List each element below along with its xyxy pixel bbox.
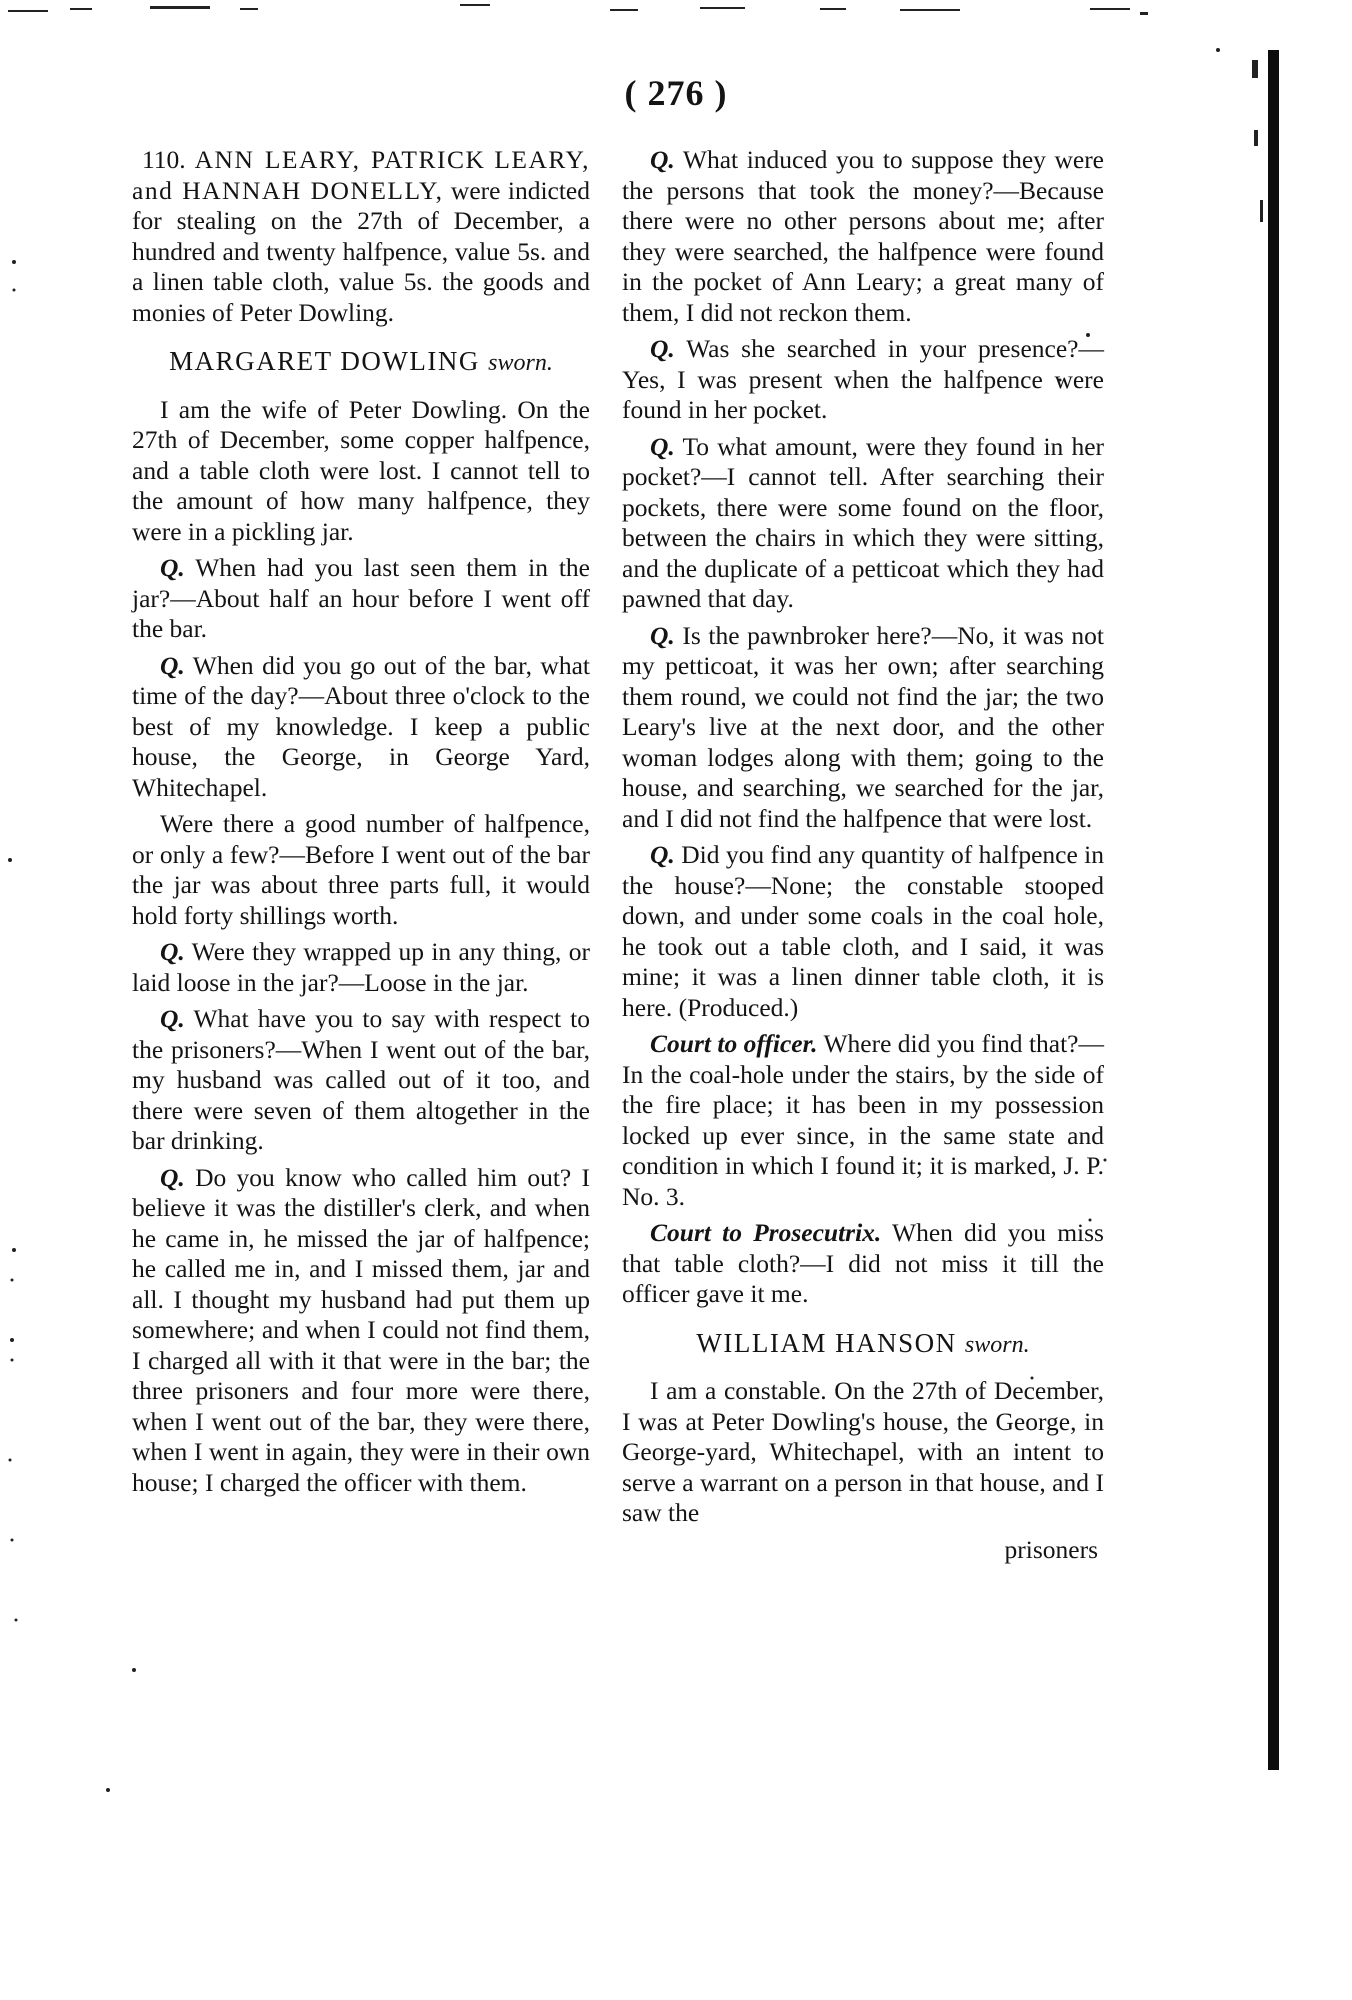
page-number: ( 276 ) <box>624 73 728 113</box>
question-mark: Q. <box>160 650 185 680</box>
question-mark: Q. <box>160 553 185 582</box>
case-indictment-text: were indicted for stealing on the 27th of December, a hundred and twenty halfpence, value 5s. and a linen table cloth, value 5s. the goods and monies of Peter Dowling. <box>132 175 590 327</box>
witness-heading <box>132 346 590 379</box>
testimony-paragraph: Were there a good number of halfpence, or only a few?—Before I went out of the bar the jar was about three parts full, it would hold forty shillings worth. <box>132 809 590 930</box>
question-text: When did you go out of the bar, what time of the day?—About three o'clock to the best of my knowledge. I keep a public house, the George, in George Yard, Whitechapel. <box>132 650 590 802</box>
testimony-paragraph: I am the wife of Peter Dowling. On the 27th of December, some copper halfpence, and a table cloth were lost. I cannot tell to the amount of how many halfpence, they were in a pickling jar. <box>132 394 590 546</box>
question-paragraph <box>132 651 590 804</box>
testimony-paragraph: I am a constable. On the 27th of December, I was at Peter Dowling's house, the George, in George-yard, Whitechapel, with an intent to serve a warrant on a person in that house, and I saw the <box>622 1376 1104 1527</box>
question-mark: Q. <box>160 937 185 966</box>
question-paragraph <box>132 937 590 998</box>
witness-sworn: sworn. <box>964 1331 1030 1358</box>
case-defendants-line-1: ANN LEARY, PATRICK <box>194 145 486 174</box>
question-mark: Q. <box>650 145 675 174</box>
question-text: When did you miss that table cloth?—I did not miss it till the officer gave it me. <box>622 1218 1104 1308</box>
court-question-paragraph <box>622 1029 1104 1212</box>
court-question-paragraph <box>622 1218 1104 1310</box>
catchword: prisoners <box>1004 1534 1098 1564</box>
left-column <box>132 145 590 1504</box>
question-mark: Q. <box>160 1004 185 1033</box>
question-paragraph <box>622 621 1104 835</box>
question-paragraph <box>622 145 1104 328</box>
question-text: Was she searched in your presence?—Yes, I was present when the halfpence were found in her pocket. <box>622 334 1104 424</box>
witness-sworn: sworn. <box>488 350 553 376</box>
court-to-prosecutrix-label: Court to Prosecutrix. <box>650 1218 882 1247</box>
question-text: Is the pawnbroker here?—No, it was not my petticoat, it was her own; after searching them round, we could not find the jar; the two Leary's live at the next door, and the other woman lodges along with them; going to the house, and searching, we searched for the jar, and I did not find the halfpence that were lost. <box>622 620 1104 833</box>
question-text: To what amount, were they found in her pocket?—I cannot tell. After searching their pockets, there were some found on the floor, between the chairs in which they were sitting, and the duplicate of a petticoat which they had pawned that day. <box>622 431 1105 613</box>
witness-name: MARGARET DOWLING <box>169 346 480 376</box>
question-text: When had you last seen them in the jar?—About half an hour before I went off the bar. <box>132 553 590 643</box>
question-text: Where did you find that?—In the coal-hole under the stairs, by the side of the fire place; it has been in my possession locked up ever since, in the same state and condition in which I found it; it is marked, J. P. No. 3. <box>622 1029 1104 1211</box>
question-mark: Q. <box>650 334 675 363</box>
case-defendants-line-2: LEARY, and HANNAH DONELLY, <box>132 145 591 205</box>
court-to-officer-label: Court to officer. <box>650 1029 818 1058</box>
question-mark: Q. <box>650 431 675 461</box>
question-paragraph <box>132 1163 590 1499</box>
right-column <box>622 145 1104 1571</box>
question-paragraph <box>132 1004 590 1157</box>
question-paragraph <box>132 553 590 645</box>
scan-edge-shadow <box>1268 50 1279 1770</box>
case-number: 110. <box>142 145 186 174</box>
question-paragraph <box>622 840 1104 1023</box>
question-text: Were they wrapped up in any thing, or laid loose in the jar?—Loose in the jar. <box>132 937 590 997</box>
case-heading <box>132 145 590 328</box>
question-text: Do you know who called him out? I believe it was the distiller's clerk, and when he came in, he missed the jar of halfpence; he called me in, and I missed them, jar and all. I thought my husband had put them up somewhere; and when I could not find them, I charged all with it that were in the bar; the three prisoners and four more were there, when I went out of the bar, they were there, when I went in again, they were in their own house; I charged the officer with them. <box>132 1162 591 1497</box>
question-text: What induced you to suppose they were the persons that took the money?—Because there were no other persons about me; after they were searched, the halfpence were found in the pocket of Ann Leary; a great many of them, I did not reckon them. <box>622 145 1105 327</box>
question-paragraph <box>622 334 1104 426</box>
question-mark: Q. <box>650 620 675 650</box>
question-text: Did you find any quantity of halfpence in the house?—None; the constable stooped down, and under some coals in the coal hole, he took out a table cloth, and I said, it was mine; it was a linen dinner table cloth, it is here. (Produced.) <box>622 840 1104 1022</box>
witness-name: WILLIAM HANSON <box>696 1327 957 1358</box>
witness-heading <box>622 1328 1104 1361</box>
question-mark: Q. <box>160 1162 185 1192</box>
question-text: What have you to say with respect to the prisoners?—When I went out of the bar, my husband was called out of it too, and there were seven of them altogether in the bar drinking. <box>132 1004 590 1155</box>
question-paragraph <box>622 432 1104 615</box>
question-mark: Q. <box>650 840 675 869</box>
